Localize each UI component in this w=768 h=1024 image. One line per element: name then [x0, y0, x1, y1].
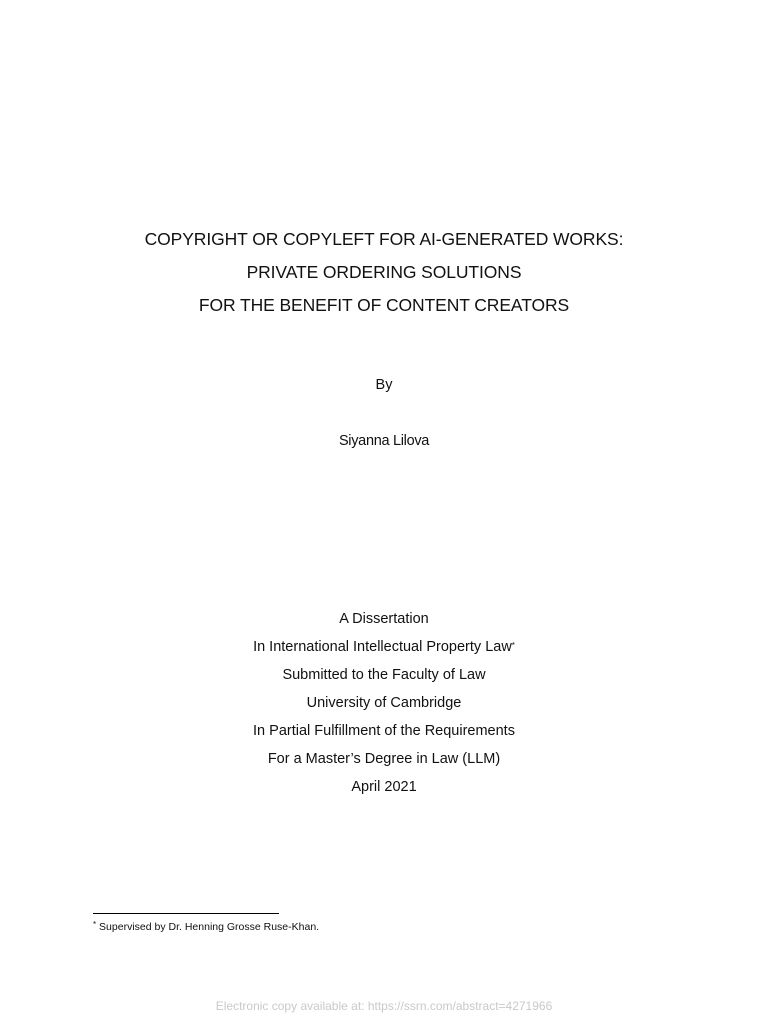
title-line-2: PRIVATE ORDERING SOLUTIONS — [246, 262, 522, 282]
title-line-3: FOR THE BENEFIT OF CONTENT CREATORS — [198, 295, 570, 315]
dissertation-line-3: Submitted to the Faculty of Law — [282, 667, 486, 683]
footnote-divider — [93, 913, 279, 914]
footnote — [93, 921, 319, 933]
thesis-title — [0, 223, 768, 322]
dissertation-field: In International Intellectual Property Law — [253, 639, 512, 655]
footnote-marker: * — [93, 920, 97, 929]
dissertation-line-2 — [0, 633, 768, 661]
dissertation-line-4: University of Cambridge — [306, 695, 462, 711]
footnote-text: Supervised by Dr. Henning Grosse Ruse-Khan. — [99, 921, 320, 933]
author-name: Siyanna Lilova — [338, 433, 430, 449]
dissertation-line-5: In Partial Fulfillment of the Requirements — [253, 723, 515, 739]
footnote-reference-marker: * — [511, 641, 515, 650]
dissertation-line-6: For a Master’s Degree in Law (LLM) — [267, 751, 501, 767]
title-line-1: COPYRIGHT OR COPYLEFT FOR AI-GENERATED WORKS: — [144, 229, 624, 249]
ssrn-watermark: Electronic copy available at: https://ssrn.com/abstract=4271966 — [215, 999, 553, 1013]
dissertation-date: April 2021 — [351, 779, 417, 795]
dissertation-line-1: A Dissertation — [339, 611, 429, 627]
dissertation-statement — [0, 605, 768, 801]
by-label: By — [375, 377, 393, 393]
